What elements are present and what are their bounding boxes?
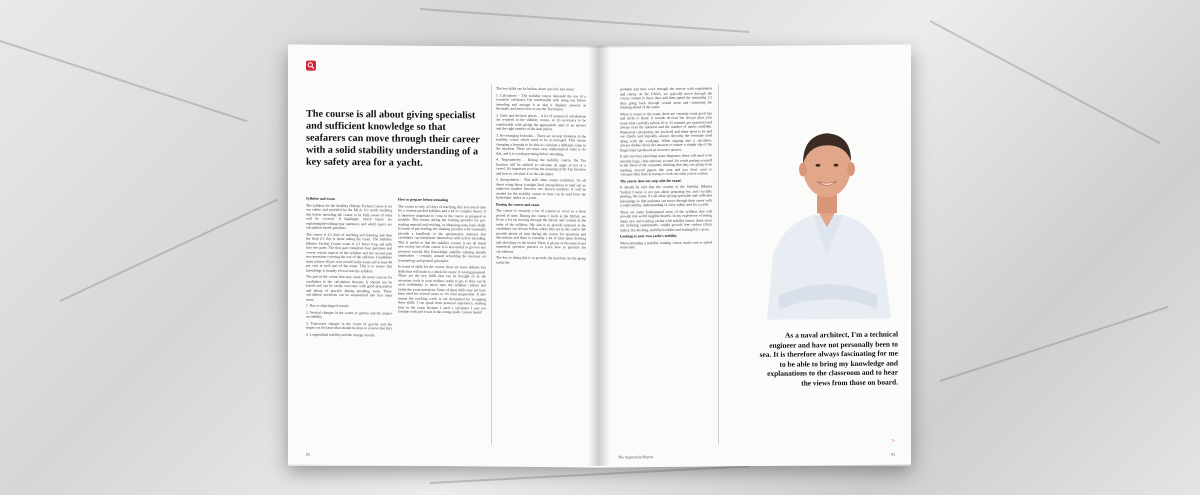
magazine-title: The Superyacht Report xyxy=(618,455,654,460)
list-item: 4. Longitudinal stability and the change on trim. xyxy=(306,332,376,337)
section-heading: During the course and exam xyxy=(496,202,540,207)
section-heading: Looking at your own yacht's stability xyxy=(620,233,677,239)
section-heading: Syllabus and exam xyxy=(306,196,335,201)
marble-vein xyxy=(0,40,248,122)
paragraph: The course is only 4.5 days of teaching; this isn't much time for a content-packed syllabus and a lot of complex theory. It is therefore important to come to the course as prepared as possible. This means asking the training provider for pre-reading material and revising, or obtaining some basic skills. In terms of pre-reading, the training provider will commonly provide a handbook or the presentation material that candidates can familiarise themselves with before attending. This is useful so that the stability content is not all brand new on day one of the course. It is also useful to go over any previous tutorial like Knowledge stability training already undertaken – certainly around refreshing the memory on terminology and general principles. xyxy=(398,204,486,263)
magazine-spread xyxy=(288,46,911,466)
paragraph: The key skills can be broken down into five key areas: xyxy=(496,86,575,92)
marble-vein xyxy=(930,20,1161,144)
text-column-1 xyxy=(306,197,392,340)
section-heading: How to prepare before attending xyxy=(398,197,449,203)
list-item: 3. Transverse changes in the centre of gravity and the impact on list (and what should be done to remove that list) xyxy=(306,321,392,331)
column-divider xyxy=(491,85,492,445)
paragraph: problem and then work through the answer with explanation and clarity. At the UKSA, we typically move through the course content in three days and then spend the remaining 1.5 days going back through certain areas and cementing the learning ahead of the exam. xyxy=(620,86,712,110)
paragraph: It also involves sketching some diagrams; these will need to be suitably large, clear and easy to read. It's worth putting yourself in the shoes of the examiner, thinking that they are going to be marking several papers this year and you don't want to consume their time in trying to work out what you've written. xyxy=(620,153,712,177)
list-item: 1. Box or ship-shaped vessels xyxy=(306,303,349,309)
left-page xyxy=(288,44,598,467)
paragraph: It should be said that the content of the Stability (Master Yachts) Course is not just about preparing for, and crucially passing, the exam. It's all about giving specialist and sufficient knowledge so that seafarers can move through their career with a solid stability understanding of a key safety area for a yacht. xyxy=(620,184,712,208)
search-icon xyxy=(306,61,316,71)
page-number: 83 xyxy=(891,451,895,457)
text-column-4 xyxy=(620,86,712,251)
paragraph: The key to doing this is to provide the question, let the group tackle the xyxy=(496,255,586,265)
list-item: 1. Calculators – The stability course demands the use of a scientific calculator. Get comfortable with using one before attending and arrange it so that it displays answers as decimals, and know how to use the Tan button. xyxy=(496,93,586,112)
pull-quote-right: As a naval architect, I'm a technical engineer and have not personally been to sea. It is therefore always fascinating for me to be able to bring my knowledge and explanations to the classroom and to hear the views from those on board. xyxy=(759,329,898,388)
list-item: 5. Interpolation – This skill often causes confusion. It's all about using linear (straight line) interpolation to find out an unknown number between two known numbers. It will be needed for the stability course so data can be read from the hydrostatic tables of a yacht. xyxy=(496,177,586,200)
pull-quote: The course is all about giving specialist and sufficient knowledge so that seafarers can move through their career with a solid stability understanding of a key safety area for a yacht. xyxy=(306,108,480,169)
marble-vein xyxy=(60,199,278,302)
list-item: 2. Units and decimal places – A lot of numerical calculations are required in the stability course, so it's necessary to be comfortable with giving the appropriate units to an answer and the right number of decimal places. xyxy=(496,113,586,132)
page-number: 82 xyxy=(306,451,310,457)
column-divider xyxy=(718,84,719,444)
portrait-photo xyxy=(753,104,901,320)
paragraph: The part of the course that may cause the most concern for candidates is the calculation element. It should not be feared and can be easily overcome with good preparation and plenty of practice during attending week. These calculation questions can be summarised into four main areas: xyxy=(306,274,392,302)
list-item: 2. Vertical changes in the centre of gravity and the impact on stability xyxy=(306,310,392,319)
continue-arrow-icon: > xyxy=(891,438,895,445)
marble-vein xyxy=(940,306,1169,382)
section-heading: The course does not stop with the exam! xyxy=(620,178,682,183)
paragraph: When attending a stability training course, make sure to spend some time xyxy=(620,239,712,250)
marble-vein xyxy=(430,465,750,484)
paragraph: The course is certainly a lot of content to cover in a short period of time. During the course I teach at the UKSA, we focus a lot on moving through the theory and content in the order of the syllabus. My aim is to provide material at the candidates can always follow where they are in the course. We provide plenty of time during the course for questions and discussions and there is certainly a lot of time spent drawing and sketching on the board. There is plenty of theoretical and numerical question practice to learn how to perform the calculations. xyxy=(496,208,586,254)
text-column-3 xyxy=(496,87,586,268)
paragraph: When it comes to the exam, there are certainly some good tips and tricks to share. It sounds obvious but always plan your exam time carefully (about 20 to 25 minutes per question) and always read the question and the number of marks available. Numerical calculations are involved and these need to be laid out clearly and logically, always showing the formulae used along with the workings. When tapping into a calculator, always double check the answers to ensure a simple slip of the finger hasn't produced an incorrect answer. xyxy=(620,110,712,152)
right-page xyxy=(598,44,911,467)
paragraph: In terms of skills for the course, there are some definite key skills that will make it a whole lot easier if coming prepared. These are the key skills that can be thought of as the necessary tools in your toolbox, ready to go, so they can be used confidently to move onto the syllabus content and tackle the exam questions. Some of these skills may not have been used for several years so it's vital preparation. It also means the teaching week is not dominated by recapping these skills. I can speak from personal experience, wasting time in the exam because I used a calculator I was not familiar with and it was in the wrong mode. Lesson learnt! xyxy=(398,264,486,315)
paragraph: The course is 4.5 days of teaching and learning and then the final 0.5 day is spent taking the exam. The Stability (Master Yachts) Course exam is 2.5 hours long and split into two parts. The first part comprises four questions and covers certain aspects of the syllabus and the second part two questions covering the rest of the syllabus. Candidates must achieve 60 per cent overall in the exam and at least 40 per cent in each part of the exam. This is to ensure that knowledge is broadly even across the syllabus. xyxy=(306,232,392,273)
marble-vein xyxy=(420,8,749,33)
text-column-2 xyxy=(398,198,486,317)
paragraph: There are some fundamental areas of the syllabus that will provide real-world tangible benefit. In my experience of seeing many new and existing yachts with stability issues, these areas are inclining experiments, weight growth, free surface (slack tanks), dry-docking, stability booklets and loading KG curves. xyxy=(620,208,712,232)
list-item: 3. Re-arranging formulas – There are several formulae in the stability course which need to be re-arranged. This means changing a formula to be able to calculate a different value in the equation. There are some easy mathematical rules to do this, and it is worth practising before attending. xyxy=(496,133,586,156)
list-item: 4. Trigonometry – During the stability course, the Tan function will be utilised to calculate an angle of list of a vessel. It's important to revise the meaning of the Tan function and how to calculate it on the calculator. xyxy=(496,157,586,176)
paragraph: The syllabus for the Stability (Master Yachts) Course is set out online and provided by the MCA. It's worth studying this before attending the course to be fully aware of what will be covered. It highlights which topics are explaining/describing-type questions and which topics are calculation-based questions. xyxy=(306,203,392,230)
